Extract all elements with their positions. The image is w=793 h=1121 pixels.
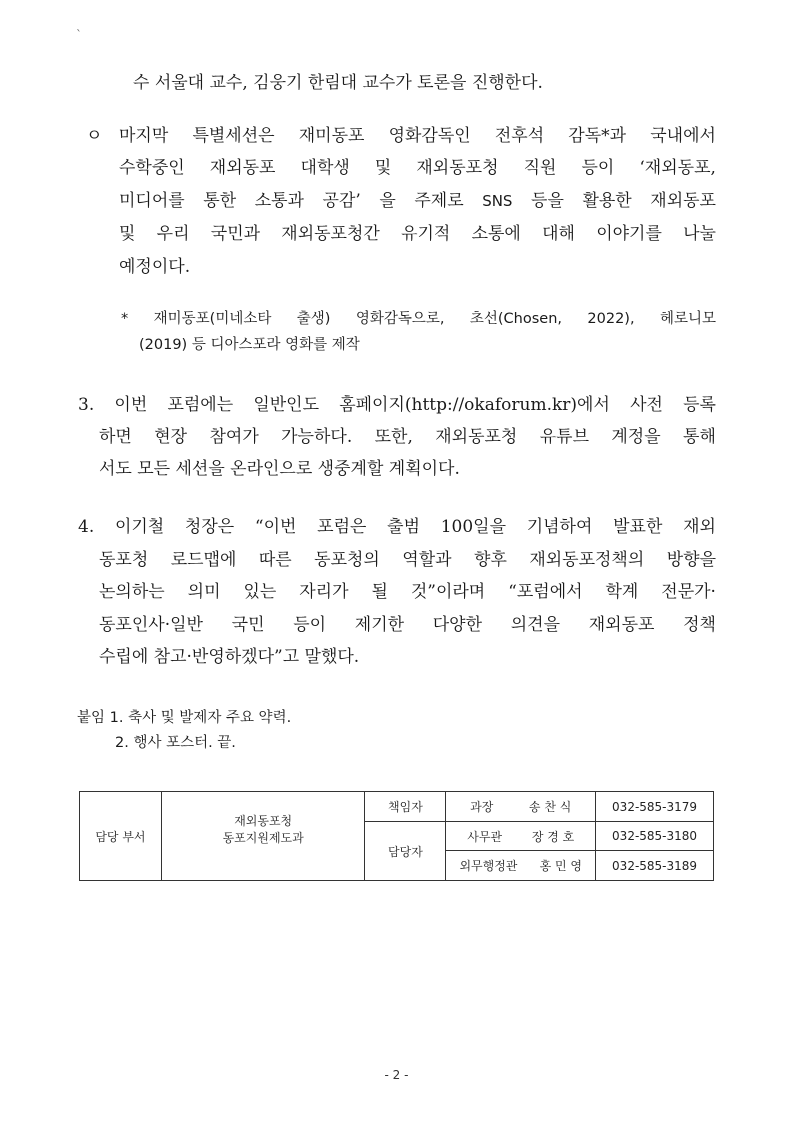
item4-line-1: 4. 이기철 청장은 “이번 포럼은 출범 100일을 기념하여 발표한 재외 [78,517,716,537]
item3-line-3: 서도 모든 세션을 온라인으로 생중계할 계획이다. [99,459,460,479]
attachment-line-1: 붙임 1. 축사 및 발제자 주요 약력. [77,710,292,726]
footnote-line-1: * 재미동포(미네소타 출생) 영화감독으로, 초선(Chosen, 2022), 헤로니모 [121,311,716,327]
page-number: - 2 - [384,1068,409,1082]
item4-line-2: 동포청 로드맵에 따른 동포청의 역할과 향후 재외동포정책의 방향을 [99,550,716,570]
bullet-line-1: 마지막 특별세션은 재미동포 영화감독인 전후석 감독*과 국내에서 [119,126,716,146]
bullet-line-2: 수학중인 재외동포 대학생 및 재외동포청 직원 등이 ‘재외동포, [119,158,716,178]
bullet-line-5: 예정이다. [119,257,191,277]
staff-label: 담당자 [365,822,446,881]
bullet-line-3: 미디어를 통한 소통과 공감’ 을 주제로 SNS 등을 활용한 재외동포 [119,191,716,211]
corner-mark: ` [76,28,82,42]
bullet-marker: ㅇ [86,126,103,146]
item4-line-4: 동포인사·일반 국민 등이 제기한 다양한 의견을 재외동포 정책 [99,615,716,635]
chief-label: 책임자 [365,792,446,822]
footnote-line-2: (2019) 등 디아스포라 영화를 제작 [139,337,360,353]
item4-line-3: 논의하는 의미 있는 자리가 될 것”이라며 “포럼에서 학계 전문가· [99,582,716,602]
dept-label: 담당 부서 [80,792,162,881]
item3-line-1: 3. 이번 포럼에는 일반인도 홈페이지(http://okaforum.kr)에서 사전 등록 [78,395,716,415]
dept-name: 재외동포청 동포지원제도과 [161,792,365,881]
item3-line-2: 하면 현장 참여가 가능하다. 또한, 재외동포청 유튜브 계정을 통해 [99,427,716,447]
intro-line: 수 서울대 교수, 김웅기 한림대 교수가 토론을 진행한다. [133,73,543,93]
contact-phone: 032-585-3189 [596,851,714,881]
contact-title-name: 과장 송 찬 식 [446,792,596,822]
contact-table [79,791,714,881]
contact-phone: 032-585-3179 [596,792,714,822]
bullet-line-4: 및 우리 국민과 재외동포청간 유기적 소통에 대해 이야기를 나눌 [119,224,716,244]
contact-phone: 032-585-3180 [596,822,714,851]
contact-title-name: 사무관 장 경 호 [446,822,596,851]
item4-line-5: 수립에 참고·반영하겠다”고 말했다. [99,647,360,667]
contact-title-name: 외무행정관 홍 민 영 [446,851,596,881]
attachment-line-2: 2. 행사 포스터. 끝. [115,735,236,751]
